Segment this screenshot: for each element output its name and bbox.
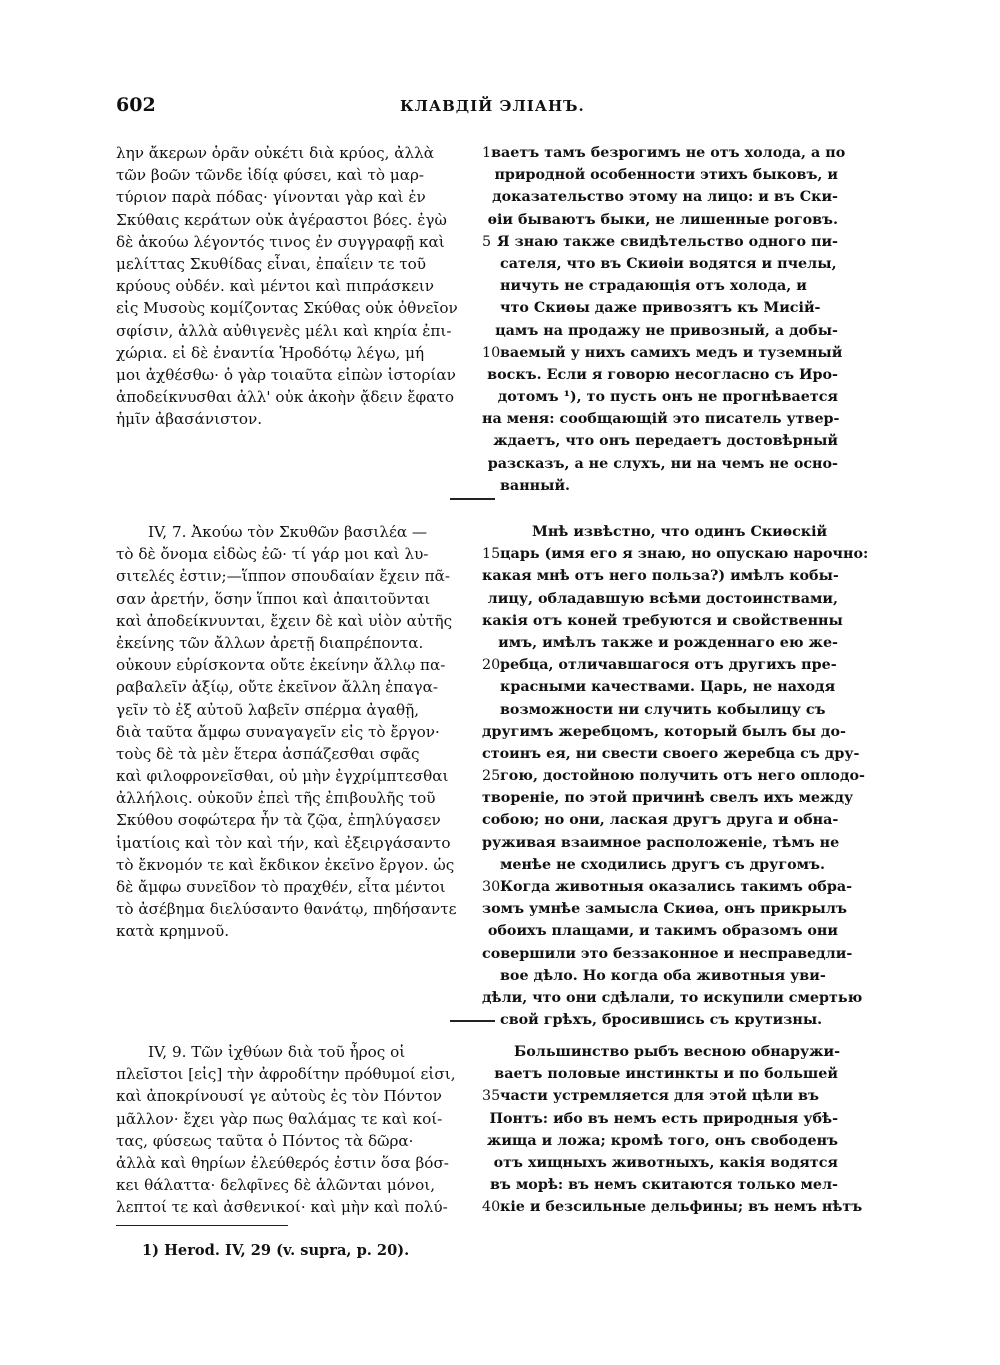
text-line xyxy=(482,430,838,452)
text-line: κατὰ κρημνοῦ. xyxy=(116,922,230,941)
footnote-rule xyxy=(116,1225,288,1226)
text-line xyxy=(482,1009,838,1031)
text-line: γεῖν τὸ ἐξ αὐτοῦ λαβεῖν σπέρμα ἀγαθῇ, xyxy=(116,700,420,719)
line-number: 25 xyxy=(482,768,501,785)
translation-line-text: жища и ложа; кромѣ того, онъ свободенъ xyxy=(486,1132,838,1149)
text-line xyxy=(482,521,838,543)
translation-line-text: ванный. xyxy=(500,477,571,494)
russian-text-block-1 xyxy=(482,142,846,497)
text-line: δὲ ἀκούω λέγοντός τινος ἐν συγγραφῇ καὶ xyxy=(116,232,445,251)
translation-line-text: красными качествами. Царь, не находя xyxy=(500,679,836,696)
line-number xyxy=(482,475,500,497)
section-separator xyxy=(450,1020,495,1022)
translation-line-text: свой грѣхъ, бросившись съ крутизны. xyxy=(500,1012,823,1029)
text-line: Σκύθαις κεράτων οὐκ ἀγέραστοι βόες. ἐγὼ xyxy=(116,210,447,229)
line-number xyxy=(482,297,500,319)
translation-line-text: части устремляется для этой цѣли въ xyxy=(500,1088,819,1105)
translation-line-text: менѣе не сходились другъ съ другомъ. xyxy=(500,856,825,873)
line-number xyxy=(482,854,500,876)
text-line xyxy=(482,1130,838,1152)
text-line xyxy=(482,854,838,876)
text-line xyxy=(482,1196,863,1218)
line-number xyxy=(482,1108,489,1130)
text-line: μοι ἀχθέσθω· ὁ γὰρ τοιαῦτα εἰπὼν ἱστορίαν xyxy=(116,365,456,384)
translation-line-text: ваетъ половые инстинкты и по большей xyxy=(494,1066,838,1083)
text-line: εἰς Μυσοὺς κομίζοντας Σκύθας οὐκ ὀθνεῖον xyxy=(116,299,458,318)
text-line xyxy=(482,275,838,297)
translation-line-text: Когда животныя оказались такимъ обра- xyxy=(500,879,853,895)
translation-line-text: обоихъ плащами, и такимъ образомъ они xyxy=(487,923,838,940)
text-line xyxy=(482,209,838,231)
line-number xyxy=(482,521,500,543)
line-number xyxy=(482,430,493,452)
text-line: ἐκείνης τῶν ἄλλων ἀρετῇ διαπρέποντα. xyxy=(116,633,424,652)
text-line: κει θάλαττα· δελφῖνες δὲ ἁλῶνται μόνοι, xyxy=(116,1176,436,1195)
text-line: τας, φύσεως ταῦτα ὁ Πόντος τὰ δῶρα· xyxy=(116,1131,414,1150)
translation-line-text: дѣли, что они сдѣлали, то искупили смертью xyxy=(482,989,863,1006)
text-line xyxy=(482,632,838,654)
text-line: πλεῖστοι [εἰς] τὴν ἀφροδίτην πρόθυμοί εἰσι, xyxy=(116,1065,456,1084)
greek-text-block-1 xyxy=(116,142,470,430)
translation-line-text: разсказъ, а не слухъ, ни на чемъ не осно- xyxy=(487,455,838,472)
line-number xyxy=(482,1174,490,1196)
line-number xyxy=(482,1063,494,1085)
page-number: 602 xyxy=(116,94,156,116)
text-line: ἀλλὰ καὶ θηρίων ἐλεύθερός ἐστιν ὅσα βόσ- xyxy=(116,1153,449,1172)
text-line: καὶ ἀποδείκνυνται, ἔχειν δὲ καὶ υἱὸν αὐτῆς xyxy=(116,611,453,630)
translation-line-text: ваемый у нихъ самихъ медъ и туземный xyxy=(500,344,843,361)
text-line: ἀλλήλοις. οὐκοῦν ἐπεὶ τῆς ἐπιβουλῆς τοῦ xyxy=(116,789,436,808)
text-line xyxy=(482,565,838,587)
line-number xyxy=(482,253,500,275)
text-line: ἡμῖν ἀβασάνιστον. xyxy=(116,410,263,429)
translation-line-text: ваетъ тамъ безрогимъ не отъ холода, а по xyxy=(491,145,846,161)
text-line xyxy=(482,342,843,364)
text-line xyxy=(482,943,853,965)
line-number xyxy=(482,676,500,698)
translation-line-text: собою; но они, лаская другъ друга и обна- xyxy=(482,812,839,829)
text-line: τὸ δὲ ὄνομα εἰδὼς ἐῶ· τί γάρ μοι καὶ λυ- xyxy=(116,545,429,564)
translation-line-text: отъ хищныхъ животныхъ, какія водятся xyxy=(493,1154,838,1171)
text-line: καὶ φιλοφρονεῖσθαι, οὐ μὴν ἐγχρίμπτεσθαι xyxy=(116,767,449,786)
text-line: καὶ ἀποκρίνουσί γε αὐτοὺς ἐς τὸν Πόντον xyxy=(116,1087,442,1106)
line-number: 30 xyxy=(482,879,501,895)
translation-line-text: дотомъ ¹), то пусть онъ не прогнѣвается xyxy=(497,389,838,406)
text-line xyxy=(482,654,838,676)
text-line xyxy=(482,743,860,765)
footnote: 1) Herod. IV, 29 (v. supra, p. 20). xyxy=(142,1242,410,1259)
text-line: λην ἄκερων ὁρᾶν οὐκέτι διὰ κρύος, ἀλλὰ xyxy=(116,144,434,162)
line-number: 40 xyxy=(482,1199,501,1216)
line-number xyxy=(482,386,498,408)
russian-text-block-3 xyxy=(482,1041,863,1219)
text-line: χώρια. εἰ δὲ ἐναντία Ἡροδότῳ λέγω, μή xyxy=(116,343,425,362)
text-line xyxy=(482,809,838,831)
translation-line-text: кіе и безсильные дельфины; въ немъ нѣтъ xyxy=(500,1199,863,1216)
text-line xyxy=(482,164,838,186)
text-line: λεπτοί τε καὶ ἀσθενικοί· καὶ μὴν καὶ πολύ- xyxy=(116,1198,448,1217)
text-line xyxy=(482,364,838,386)
translation-line-text: царь (имя его я знаю, но опускаю нарочно: xyxy=(500,546,869,563)
section-separator xyxy=(450,498,495,500)
text-line xyxy=(482,543,869,565)
text-line: δὲ ἄμφω συνεῖδον τὸ πραχθέν, εἶτα μέντοι xyxy=(116,878,446,896)
line-number: 5 xyxy=(482,233,492,250)
line-number xyxy=(482,164,494,186)
text-line xyxy=(482,186,838,208)
translation-line-text: имъ, имѣлъ также и рожденнаго ею же- xyxy=(498,634,838,651)
text-line: μελίττας Σκυθίδας εἶναι, ἐπαΐειν τε τοῦ xyxy=(116,254,427,273)
translation-line-text: руживая взаимное расположеніе, тѣмъ не xyxy=(482,834,840,851)
text-line: διὰ ταῦτα ἄμφω συναγαγεῖν εἰς τὸ ἔργον· xyxy=(116,722,440,741)
translation-line-text: совершили это беззаконное и несправедли- xyxy=(482,945,853,962)
text-line xyxy=(482,1085,838,1107)
translation-line-text: стоинъ ея, ни свести своего жеребца съ дру- xyxy=(482,745,860,762)
text-line xyxy=(482,610,843,632)
running-title: КЛАВДІЙ ЭЛІАНЪ. xyxy=(400,97,585,115)
translation-line-text: природной особенности этихъ быковъ, и xyxy=(494,167,838,184)
line-number xyxy=(482,275,500,297)
translation-line-text: воскъ. Если я говорю несогласно съ Иро- xyxy=(487,366,838,383)
text-line xyxy=(482,386,838,408)
text-line xyxy=(482,787,854,809)
translation-line-text: что Скиѳы даже привозятъ къ Мисій- xyxy=(500,300,821,317)
translation-line-text: ничуть не страдающія отъ холода, и xyxy=(500,278,807,295)
text-line xyxy=(482,1063,838,1085)
text-line xyxy=(482,898,847,920)
translation-line-text: въ морѣ: въ немъ скитаются только мел- xyxy=(489,1177,838,1194)
text-line xyxy=(482,142,846,164)
translation-line-text: Понтъ: ибо въ немъ есть природныя убѣ- xyxy=(489,1110,838,1127)
text-line: σιτελές ἐστιν;—ἵππον σπουδαίαν ἔχειν πᾶ- xyxy=(116,567,450,586)
text-line: κρύους οὐδέν. καὶ μέντοι καὶ πιπράσκειν xyxy=(116,277,435,296)
text-line: ἱματίοις καὶ τὸν καὶ τήν, καὶ ἐξειργάσαντο xyxy=(116,833,451,852)
text-line xyxy=(482,1174,838,1196)
translation-line-text: цамъ на продажу не привозный, а добы- xyxy=(495,322,838,339)
line-number: 1 xyxy=(482,145,492,161)
line-number: 10 xyxy=(482,344,501,361)
translation-line-text: возможности ни случить кобылицу съ xyxy=(500,701,826,718)
text-line xyxy=(482,253,838,275)
translation-line-text: лицу, обладавшую всѣми достоинствами, xyxy=(487,590,838,607)
text-line xyxy=(482,832,838,854)
text-line xyxy=(482,965,838,987)
line-number: 20 xyxy=(482,657,501,674)
text-line: ραβαλεῖν ἀξίῳ, οὔτε ἐκεῖνον ἄλλη ἐπαγα- xyxy=(116,678,439,697)
translation-line-text: ѳіи бываютъ быки, не лишенные роговъ. xyxy=(487,211,838,228)
translation-line-text: вое дѣло. Но когда оба животныя уви- xyxy=(500,967,826,984)
line-number xyxy=(482,186,492,208)
russian-text-block-2 xyxy=(482,521,869,1031)
text-line xyxy=(482,721,846,743)
text-line xyxy=(482,765,865,787)
text-line: ἀποδείκνυσθαι ἀλλ' οὐκ ἀκοὴν ᾄδειν ἔφατο xyxy=(116,388,454,407)
line-number xyxy=(482,699,500,721)
translation-line-text: другимъ жеребцомъ, который былъ бы до- xyxy=(482,723,846,740)
text-line xyxy=(482,1108,838,1130)
line-number: 35 xyxy=(482,1088,501,1105)
translation-line-text: гою, достойною получить отъ него оплодо- xyxy=(500,768,865,785)
text-line xyxy=(482,1152,838,1174)
text-line xyxy=(482,876,853,898)
text-line: μᾶλλον· ἔχει γὰρ πως θαλάμας τε καὶ κοί- xyxy=(116,1109,443,1128)
translation-line-text: на меня: сообщающій это писатель утвер- xyxy=(482,411,840,428)
text-line xyxy=(482,1041,841,1063)
translation-line-text: Мнѣ извѣстно, что одинъ Скиѳскій xyxy=(532,524,828,540)
line-number xyxy=(482,320,495,342)
text-line xyxy=(482,475,838,497)
greek-text-block-2 xyxy=(116,521,470,943)
text-line xyxy=(482,453,838,475)
translation-line-text: ждаетъ, что онъ передаетъ достовѣрный xyxy=(493,433,838,450)
line-number xyxy=(482,632,498,654)
translation-line-text: какая мнѣ отъ него польза?) имѣлъ кобы- xyxy=(482,568,839,585)
translation-line-text: Большинство рыбъ весною обнаружи- xyxy=(514,1044,841,1060)
translation-line-text: ребца, отличавшагося отъ другихъ пре- xyxy=(500,657,837,674)
text-line xyxy=(482,320,838,342)
line-number xyxy=(482,965,500,987)
text-line xyxy=(482,676,838,698)
text-line: τοὺς δὲ τὰ μὲν ἕτερα ἀσπάζεσθαι σφᾶς xyxy=(116,744,420,763)
text-line xyxy=(482,987,863,1009)
text-line: σαν ἀρετήν, ὅσην ἵπποι καὶ ἀπαιτοῦνται xyxy=(116,589,431,608)
text-line: τὸ ἀσέβημα διελύσαντο θανάτῳ, πηδήσαντε xyxy=(116,900,457,919)
text-line: οὐκουν εὑρίσκοντα οὔτε ἐκείνην ἄλλῳ πα- xyxy=(116,656,446,675)
text-line: IV, 7. Ἀκούω τὸν Σκυθῶν βασιλέα — xyxy=(148,523,428,541)
text-line: σφίσιν, ἀλλὰ αὐθιγενὲς μέλι καὶ κηρία ἐπι- xyxy=(116,321,452,340)
text-line: τύριον παρὰ πόδας· γίνονται γὰρ καὶ ἐν xyxy=(116,188,426,207)
translation-line-text: твореніе, по этой причинѣ свелъ ихъ между xyxy=(482,790,854,807)
translation-line-text: зомъ умнѣе замысла Скиѳа, онъ прикрылъ xyxy=(482,901,847,918)
text-line: τῶν βοῶν τῶνδε ἰδίᾳ φύσει, καὶ τὸ μαρ- xyxy=(116,166,425,185)
text-line: IV, 9. Τῶν ἰχθύων διὰ τοῦ ἦρος οἱ xyxy=(148,1043,406,1061)
line-number xyxy=(482,1152,494,1174)
translation-line-text: сателя, что въ Скиѳіи водятся и пчелы, xyxy=(500,255,837,272)
text-line xyxy=(482,699,838,721)
translation-line-text: Я знаю также свидѣтельство одного пи- xyxy=(497,233,838,250)
text-line xyxy=(482,920,838,942)
text-line xyxy=(482,588,838,610)
translation-line-text: какія отъ коней требуются и свойственны xyxy=(482,612,843,629)
text-line: τὸ ἔκνομόν τε καὶ ἔκδικον ἐκεῖνο ἔργον. ὡς xyxy=(116,855,455,874)
text-line xyxy=(482,297,838,319)
translation-line-text: доказательство этому на лицо: и въ Ски- xyxy=(492,189,838,206)
line-number: 15 xyxy=(482,546,501,563)
text-line xyxy=(482,408,838,430)
text-line xyxy=(482,231,838,253)
greek-text-block-3 xyxy=(116,1041,470,1219)
text-line: Σκύθου σοφώτερα ἦν τὰ ζῷα, ἐπηλύγασεν xyxy=(116,811,441,830)
